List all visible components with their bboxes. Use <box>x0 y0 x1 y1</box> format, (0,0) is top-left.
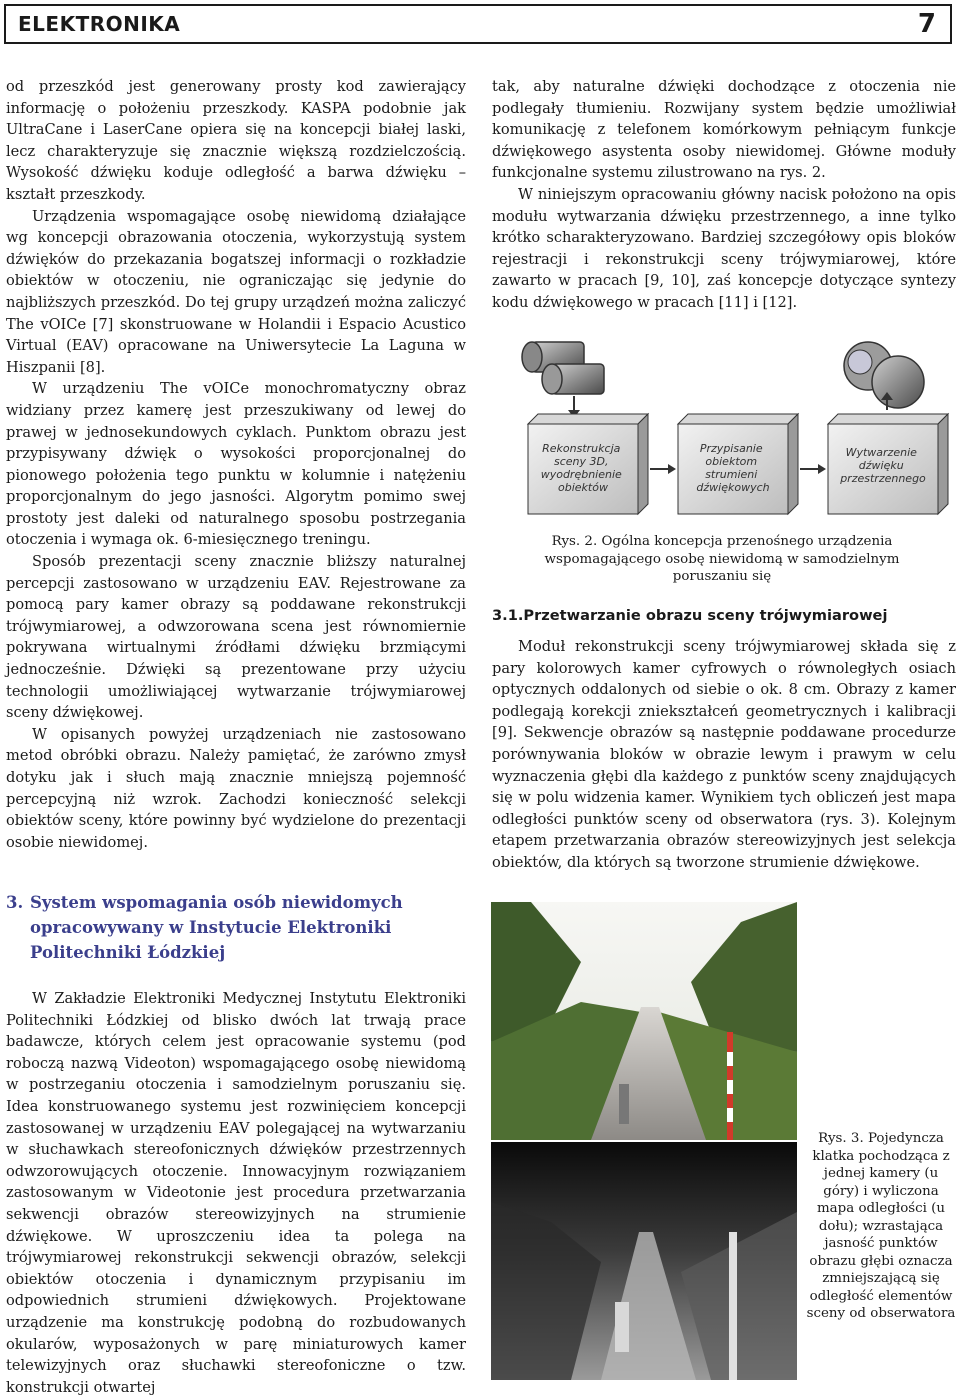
section-3-heading <box>6 890 466 965</box>
block-2-line: strumieni <box>705 468 758 481</box>
paragraph: W Zakładzie Elektroniki Medycznej Instytutu Elektroniki Politechniki Łódzkiej od blisko dwóch lat trwają prace badawcze, których celem jest opracowanie systemu (pod roboczą nazwą Videoton) wspomagającego osobę niewidomą w postrzeganiu otoczenia i samodzielnym poruszaniu się. Idea konstruowanego systemu jest rozwinięciem koncepcji zastosowanej w urządzeniu EAV polegającej na wytwarzaniu w słuchawkach stereofonicznych dźwięków przestrzennych odwzorowujących otoczenie. Innowacyjnym rozwiązaniem zastosowanym w Videotonie jest procedura przetwarzania sekwencji obrazów stereowizyjnych na strumienie dźwiękowe. W uproszczeniu idea ta polega na trójwymiarowej rekonstrukcji sekwencji obrazów, selekcji obiektów otoczenia i dynamicznym przypisaniu im odpowiednich strumieni dźwiękowych. Projektowane urządzenie ma konstrukcję podobną do rozbudowanych okularów, wyposażonych w parę miniaturowych kamer telewizyjnych oraz słuchawki stereofoniczne o tzw. konstrukcji otwartej <box>6 990 466 1396</box>
heading-line: opracowywany w Instytucie Elektroniki <box>30 918 392 937</box>
right-column-text <box>492 76 956 314</box>
paragraph: Urządzenia wspomagające osobę niewidomą działające wg koncepcji obrazowania otoczenia, wykorzystują system dźwięków do przekazania bogatszej informacji o rozkładzie obiektów w otoczeniu, nie ograniczając się jedynie do najbliższych przeszkód. Do tej grupy urządzeń można zaliczyć The vOICe [7] skonstruowane w Holandii i Espacio Acustico Virtual (EAV) opracowane na Uniwersytecie La Laguna w Hiszpanii [8]. <box>6 207 466 376</box>
paragraph: Moduł rekonstrukcji sceny trójwymiarowej składa się z pary kolorowych kamer cyfrowych o równoległych osiach optycznych oddalonych od siebie o ok. 8 cm. Obrazy z kamer podlegają korekcji zniekształceń geometrycznych i kalibracji [9]. Sekwencje obrazów są następnie poddawane procedurze porównywania bloków w obrazie lewym i prawym w celu wyznaczenia głębi dla każdego z punktów sceny znajdujących się w polu widzenia kamer. Wynikiem tych obliczeń jest mapa odległości punktów sceny od obserwatora (rys. 3). Kolejnym etapem przetwarzania obrazów stereowizyjnych jest selekcja obiektów, dla których są tworzone strumienie dźwiękowe. <box>492 638 956 871</box>
page-header <box>4 4 952 44</box>
left-column-bottom-text <box>6 988 466 1398</box>
block-2-line: obiektom <box>705 455 758 468</box>
camera-frame-photo <box>491 902 797 1140</box>
svg-text:Przypisanie obiektom <box>696 442 769 494</box>
figure-2-diagram <box>492 334 960 524</box>
figure-2-caption: Rys. 2. Ogólna koncepcja przenośnego urządzenia wspomagającego osobę niewidomą w samodzielnym poruszaniu się <box>544 534 900 584</box>
block-1-line: wyodrębnienie <box>540 468 622 481</box>
section-title: ELEKTRONIKA <box>18 12 181 36</box>
section-3-1-heading: 3.1.Przetwarzanie obrazu sceny trójwymiarowej <box>492 607 888 624</box>
page-number: 7 <box>917 9 936 39</box>
depth-map-image <box>491 1142 797 1380</box>
paragraph: W opisanych powyżej urządzeniach nie zastosowano metod obróbki obrazu. Należy pamiętać, że zarówno zmysł dotyku jak i słuch mają znacznie mniejszą pojemność percepcyjną niż wzrok. Zachodzi konieczność selekcji obiektów sceny, które powinny być wydzielone do prezentacji osobie niewidomej. <box>6 725 466 851</box>
heading-line: Politechniki Łódzkiej <box>30 943 226 962</box>
right-column-middle-text <box>492 636 956 874</box>
section-number: 3. <box>6 893 24 912</box>
block-spatial-sound <box>828 414 948 514</box>
block-1-line: Rekonstrukcja <box>542 442 621 455</box>
paragraph: W niniejszym opracowaniu główny nacisk położono na opis modułu wytwarzania dźwięku przestrzennego, a inne tylko krótko scharakteryzowano. Bardziej szczegółowy opis bloków rejestracji i rekonstrukcji sceny trójwymiarowej, które zawarto w pracach [9, 10], zaś koncepcje dotyczące syntezy kodu dźwiękowego w pracach [11] i [12]. <box>492 185 956 311</box>
paragraph: Sposób prezentacji sceny znacznie bliższy naturalnej percepcji zastosowano w urządzeniu EAV. Rejestrowane za pomocą pary kamer obrazy są poddawane rekonstrukcji trójwymiarowej, a odwzorowana scena jest równomiernie pokrywana wirtualnymi źródłami dźwięku brzmiącymi jednocześnie. Dźwięki są prezentowane przy użyciu technologii umożliwiającej wytwarzanie trójwymiarowej sceny dźwiękowej. <box>6 553 466 722</box>
block-3-line: przestrzennego <box>840 472 926 485</box>
block-2-line: Przypisanie <box>699 442 763 455</box>
heading-line: System wspomagania osób niewidomych <box>30 893 403 912</box>
block-stream-assignment <box>678 414 798 514</box>
camera-icon <box>522 342 604 394</box>
paragraph: tak, aby naturalne dźwięki dochodzące z otoczenia nie podlegały tłumieniu. Rozwijany system będzie umożliwiał komunikację z telefonem komórkowym pełniącym funkcje dźwiękowego asystenta osoby niewidomej. Główne moduły funkcjonalne systemu zilustrowano na rys. 2. <box>492 78 956 182</box>
block-2-line: dźwiękowych <box>696 481 770 494</box>
block-3-line: Wytwarzenie <box>845 446 917 459</box>
paragraph: od przeszkód jest generowany prosty kod zawierający informację o położeniu przeszkody. KASPA podobnie jak UltraCane i LaserCane opiera się na koncepcji białej laski, lecz charakteryzuje się znacznie większą rozdzielczością. Wysokość dźwięku koduje odległość a barwa dźwięku – kształt przeszkody. <box>6 78 466 203</box>
paragraph: W urządzeniu The vOICe monochromatyczny obraz widziany przez kamerę jest przeszukiwany od lewej do prawej w jednosekundowych cyklach. Punktom obrazu jest przypisywany dźwięk o wysokości proporcjonalnej do pionowego położenia tego punktu w kolumnie i natężeniu proporcjonalnym do jego jasności. Algorytm pomimo swej prostoty jest daleki od naturalnego sposobu postrzegania otoczenia i wymaga ok. 6-miesięcznego treningu. <box>6 380 466 549</box>
left-column-text <box>6 76 466 853</box>
block-3-line: dźwięku <box>858 459 904 472</box>
figure-3-caption: Rys. 3. Pojedyncza klatka pochodząca z jednej kamery (u góry) i wyliczona mapa odległości (u dołu); wzrastająca jasność punktów obrazu głębi oznacza zmniejszającą się odległość elementów sceny od obserwatora <box>806 1131 956 1321</box>
block-1-line: sceny 3D, <box>554 455 609 468</box>
figure-3-image <box>491 902 797 1380</box>
block-1-line: obiektów <box>558 481 608 494</box>
block-reconstruction <box>528 414 648 514</box>
